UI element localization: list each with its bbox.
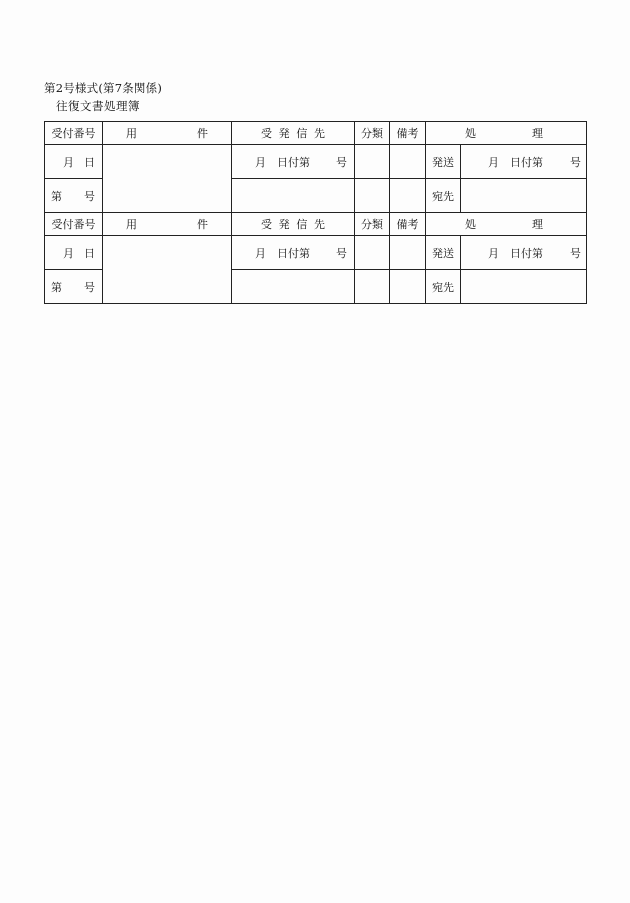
classification-cell — [355, 179, 390, 213]
destination-cell — [461, 179, 587, 213]
remarks-cell — [390, 179, 426, 213]
form-number: 第2号様式(第7条関係) — [44, 81, 163, 95]
sender-date-cell: 月 日付第 号 — [232, 236, 355, 270]
sender-name-cell — [232, 179, 355, 213]
form-title: 往復文書処理簿 — [56, 99, 140, 113]
receipt-number-cell: 第 号 — [45, 270, 103, 304]
destination-label: 宛先 — [426, 179, 461, 213]
destination-cell — [461, 270, 587, 304]
remarks-cell — [390, 236, 426, 270]
header-sender: 受 発 信 先 — [232, 122, 355, 145]
dispatch-date-cell: 月 日付第 号 — [461, 236, 587, 270]
header-sender: 受 発 信 先 — [232, 213, 355, 236]
subject-cell — [103, 145, 232, 213]
dispatch-date-cell: 月 日付第 号 — [461, 145, 587, 179]
receipt-number-cell: 第 号 — [45, 179, 103, 213]
dispatch-label: 発送 — [426, 236, 461, 270]
header-receipt-no: 受付番号 — [45, 213, 103, 236]
header-subject: 用 件 — [103, 122, 232, 145]
correspondence-ledger-table — [44, 121, 587, 304]
header-remarks: 備考 — [390, 122, 426, 145]
header-processing: 処 理 — [426, 213, 587, 236]
header-row — [45, 122, 587, 145]
header-row — [45, 213, 587, 236]
header-receipt-no: 受付番号 — [45, 122, 103, 145]
classification-cell — [355, 145, 390, 179]
receipt-date-cell: 月 日 — [45, 145, 103, 179]
remarks-cell — [390, 270, 426, 304]
sender-name-cell — [232, 270, 355, 304]
classification-cell — [355, 236, 390, 270]
header-classification: 分類 — [355, 122, 390, 145]
remarks-cell — [390, 145, 426, 179]
header-classification: 分類 — [355, 213, 390, 236]
header-processing: 処 理 — [426, 122, 587, 145]
sender-date-cell: 月 日付第 号 — [232, 145, 355, 179]
header-remarks: 備考 — [390, 213, 426, 236]
receipt-date-cell: 月 日 — [45, 236, 103, 270]
record-row-date — [45, 236, 587, 270]
classification-cell — [355, 270, 390, 304]
subject-cell — [103, 236, 232, 304]
destination-label: 宛先 — [426, 270, 461, 304]
record-row-date — [45, 145, 587, 179]
dispatch-label: 発送 — [426, 145, 461, 179]
header-subject: 用 件 — [103, 213, 232, 236]
